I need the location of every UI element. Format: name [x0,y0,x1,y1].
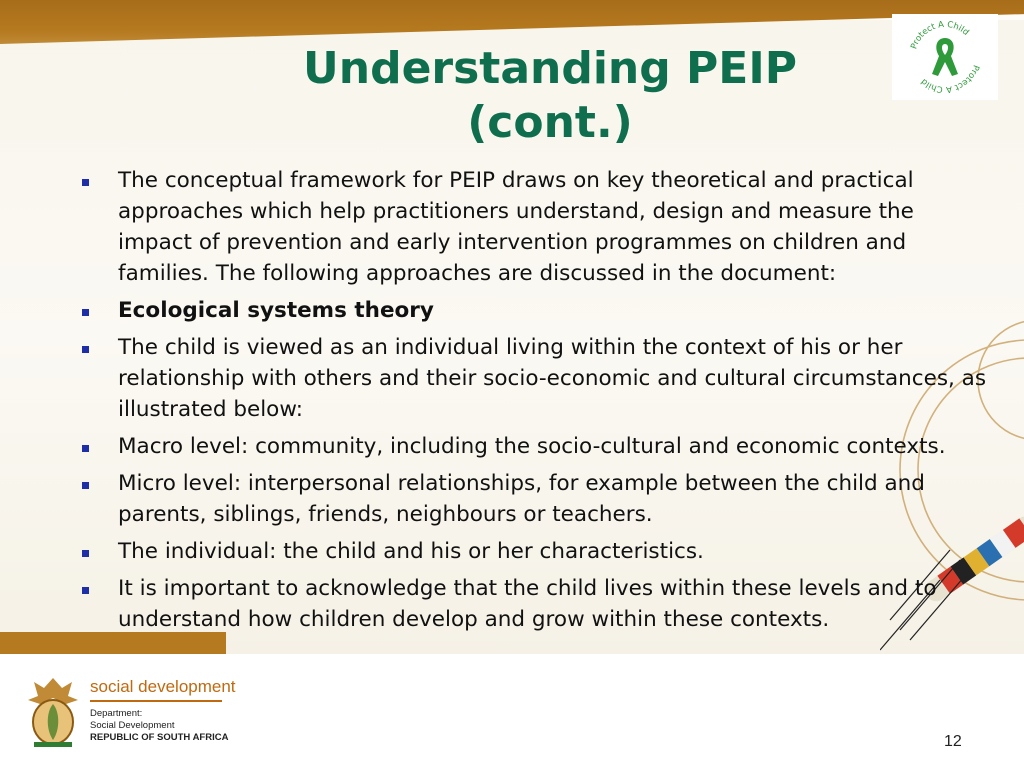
title-line-1: Understanding PEIP [303,43,797,94]
page-title [270,42,830,150]
bullet-item: Macro level: community, including the socio-cultural and economic contexts. [80,431,988,462]
dept-line-3: REPUBLIC OF SOUTH AFRICA [90,732,229,743]
title-line-2: (cont.) [467,97,633,148]
green-ribbon-icon [892,14,998,100]
bullet-item: It is important to acknowledge that the child lives within these levels and to understand how children develop and grow within these contexts. [80,573,988,635]
badge-text-bottom: Protect A Child [919,63,981,95]
coat-of-arms-icon [22,672,84,750]
square-bullet-icon [82,445,89,452]
square-bullet-icon [82,550,89,557]
square-bullet-icon [82,482,89,489]
department-block [90,708,228,744]
bullet-list [80,165,1000,641]
bullet-item: The individual: the child and his or her characteristics. [80,536,988,567]
bullet-item: The child is viewed as an individual living within the context of his or her relationship with others and their socio-economic and cultural circumstances, as illustrated below: [80,332,988,425]
dept-line-1: Department: [90,708,143,719]
square-bullet-icon [82,179,89,186]
square-bullet-icon [82,587,89,594]
dept-line-2: Social Development [90,720,175,731]
page-number: 12 [944,733,962,750]
protect-a-child-badge [892,14,998,100]
square-bullet-icon [82,346,89,353]
square-bullet-icon [82,309,89,316]
bullet-item-heading: Ecological systems theory [80,295,988,326]
badge-text-top: Protect A Child [909,19,971,51]
bullet-item: The conceptual framework for PEIP draws on key theoretical and practical approaches which help practitioners understand, design and measure the impact of prevention and early intervention programmes on children and families. The following approaches are discussed in the document: [80,165,988,289]
bullet-item: Micro level: interpersonal relationships, for example between the child and parents, siblings, friends, neighbours or teachers. [80,468,988,530]
org-name: social development [90,677,236,696]
org-divider [90,700,222,702]
